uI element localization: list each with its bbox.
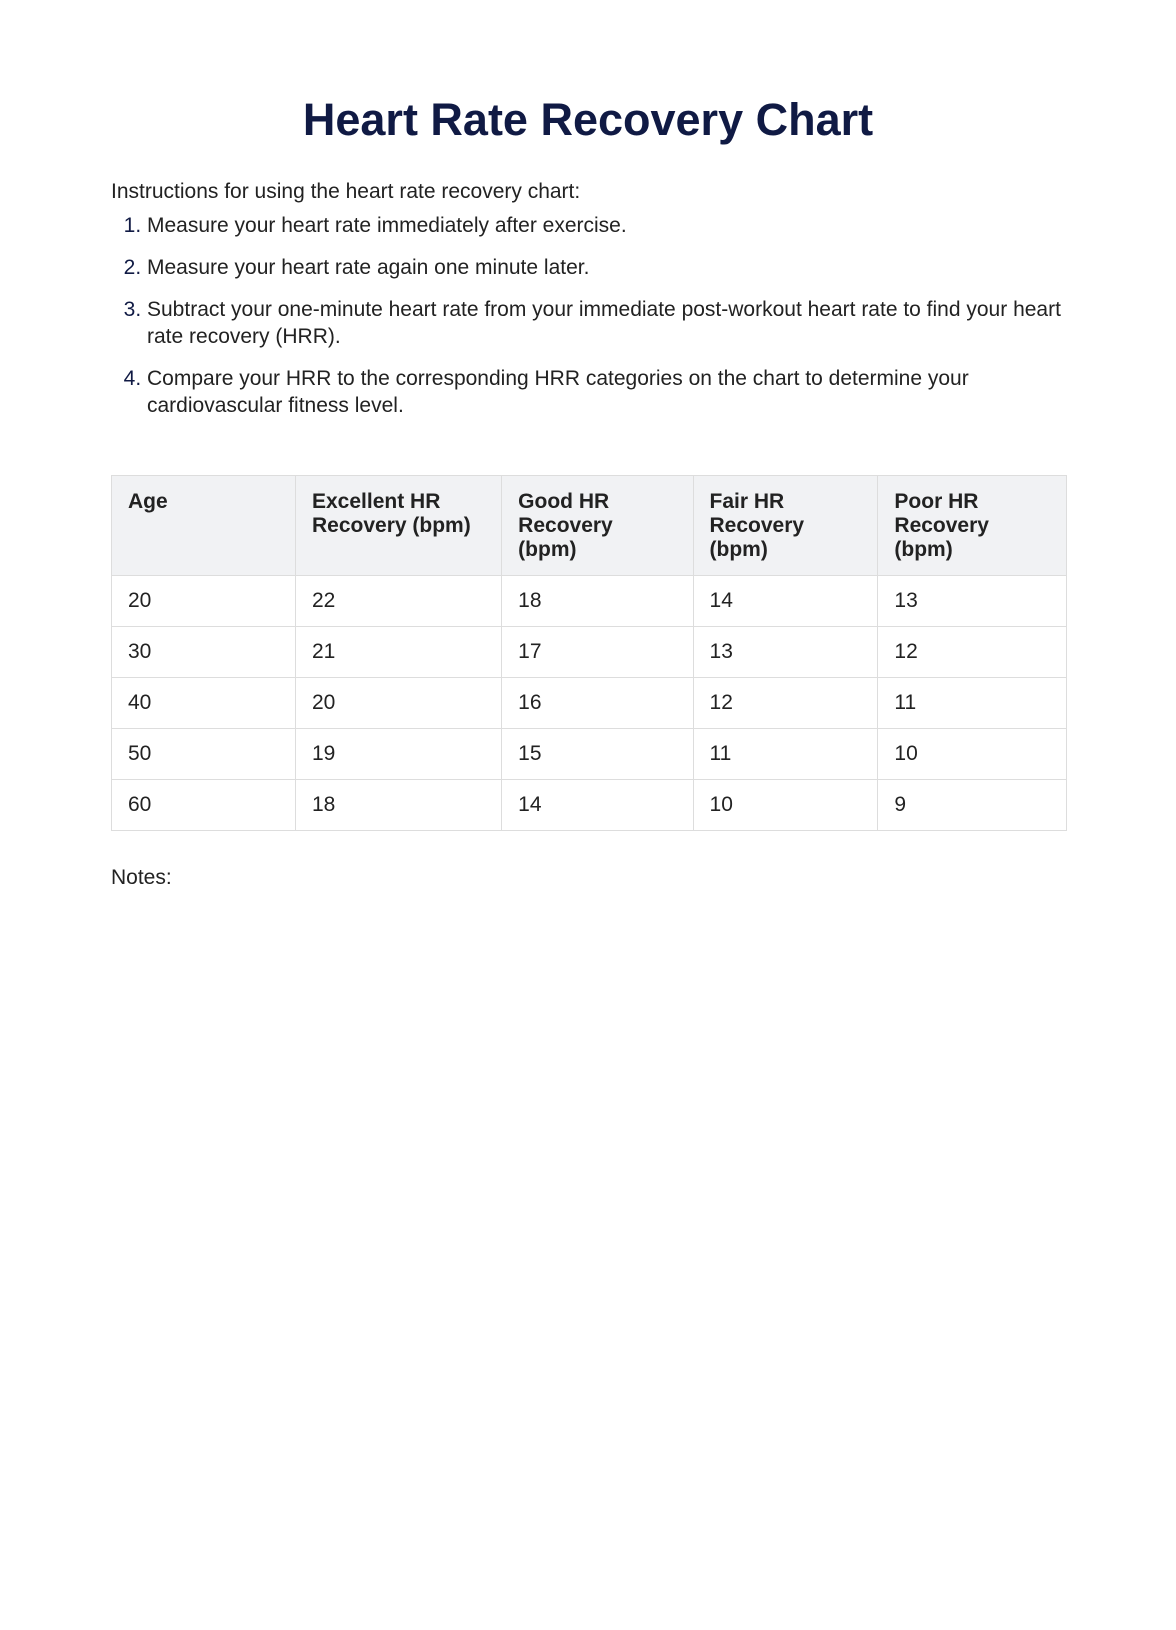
table-cell: 20: [112, 576, 296, 627]
table-row: [112, 627, 1067, 678]
table-cell: 13: [693, 627, 878, 678]
table-row: [112, 780, 1067, 831]
table-cell: 21: [296, 627, 502, 678]
column-header: Age: [112, 476, 296, 576]
table-cell: 10: [878, 729, 1067, 780]
table-cell: 18: [296, 780, 502, 831]
table-cell: 9: [878, 780, 1067, 831]
table-cell: 11: [693, 729, 878, 780]
table-cell: 40: [112, 678, 296, 729]
instruction-step: 3. Subtract your one-minute heart rate from your immediate post-workout heart rate to find your heart rate recovery (HRR).: [147, 296, 1097, 350]
table-cell: 60: [112, 780, 296, 831]
hrr-table: [111, 475, 1067, 831]
table-cell: 12: [693, 678, 878, 729]
instruction-step: 4. Compare your HRR to the corresponding HRR categories on the chart to determine your cardiovascular fitness level.: [147, 365, 1097, 419]
table-cell: 15: [502, 729, 693, 780]
column-header: Excellent HR Recovery (bpm): [296, 476, 502, 576]
table-cell: 14: [502, 780, 693, 831]
table-row: [112, 729, 1067, 780]
table-cell: 30: [112, 627, 296, 678]
table-cell: 17: [502, 627, 693, 678]
instruction-step: 2. Measure your heart rate again one minute later.: [147, 254, 1097, 281]
column-header: Good HR Recovery (bpm): [502, 476, 693, 576]
table-cell: 18: [502, 576, 693, 627]
column-header: Poor HR Recovery (bpm): [878, 476, 1067, 576]
table-cell: 16: [502, 678, 693, 729]
table-cell: 50: [112, 729, 296, 780]
notes-label: Notes:: [111, 866, 172, 889]
page-title: Heart Rate Recovery Chart: [302, 94, 874, 145]
table-cell: 20: [296, 678, 502, 729]
table-cell: 12: [878, 627, 1067, 678]
table-row: [112, 576, 1067, 627]
table-cell: 13: [878, 576, 1067, 627]
table-cell: 14: [693, 576, 878, 627]
table-cell: 11: [878, 678, 1067, 729]
instruction-step: 1. Measure your heart rate immediately after exercise.: [147, 212, 1097, 239]
table-cell: 22: [296, 576, 502, 627]
table-cell: 19: [296, 729, 502, 780]
instructions-list: [111, 212, 1097, 434]
table-header-row: [112, 476, 1067, 576]
column-header: Fair HR Recovery (bpm): [693, 476, 878, 576]
instructions-intro: Instructions for using the heart rate recovery chart:: [111, 180, 581, 203]
table-row: [112, 678, 1067, 729]
table-cell: 10: [693, 780, 878, 831]
